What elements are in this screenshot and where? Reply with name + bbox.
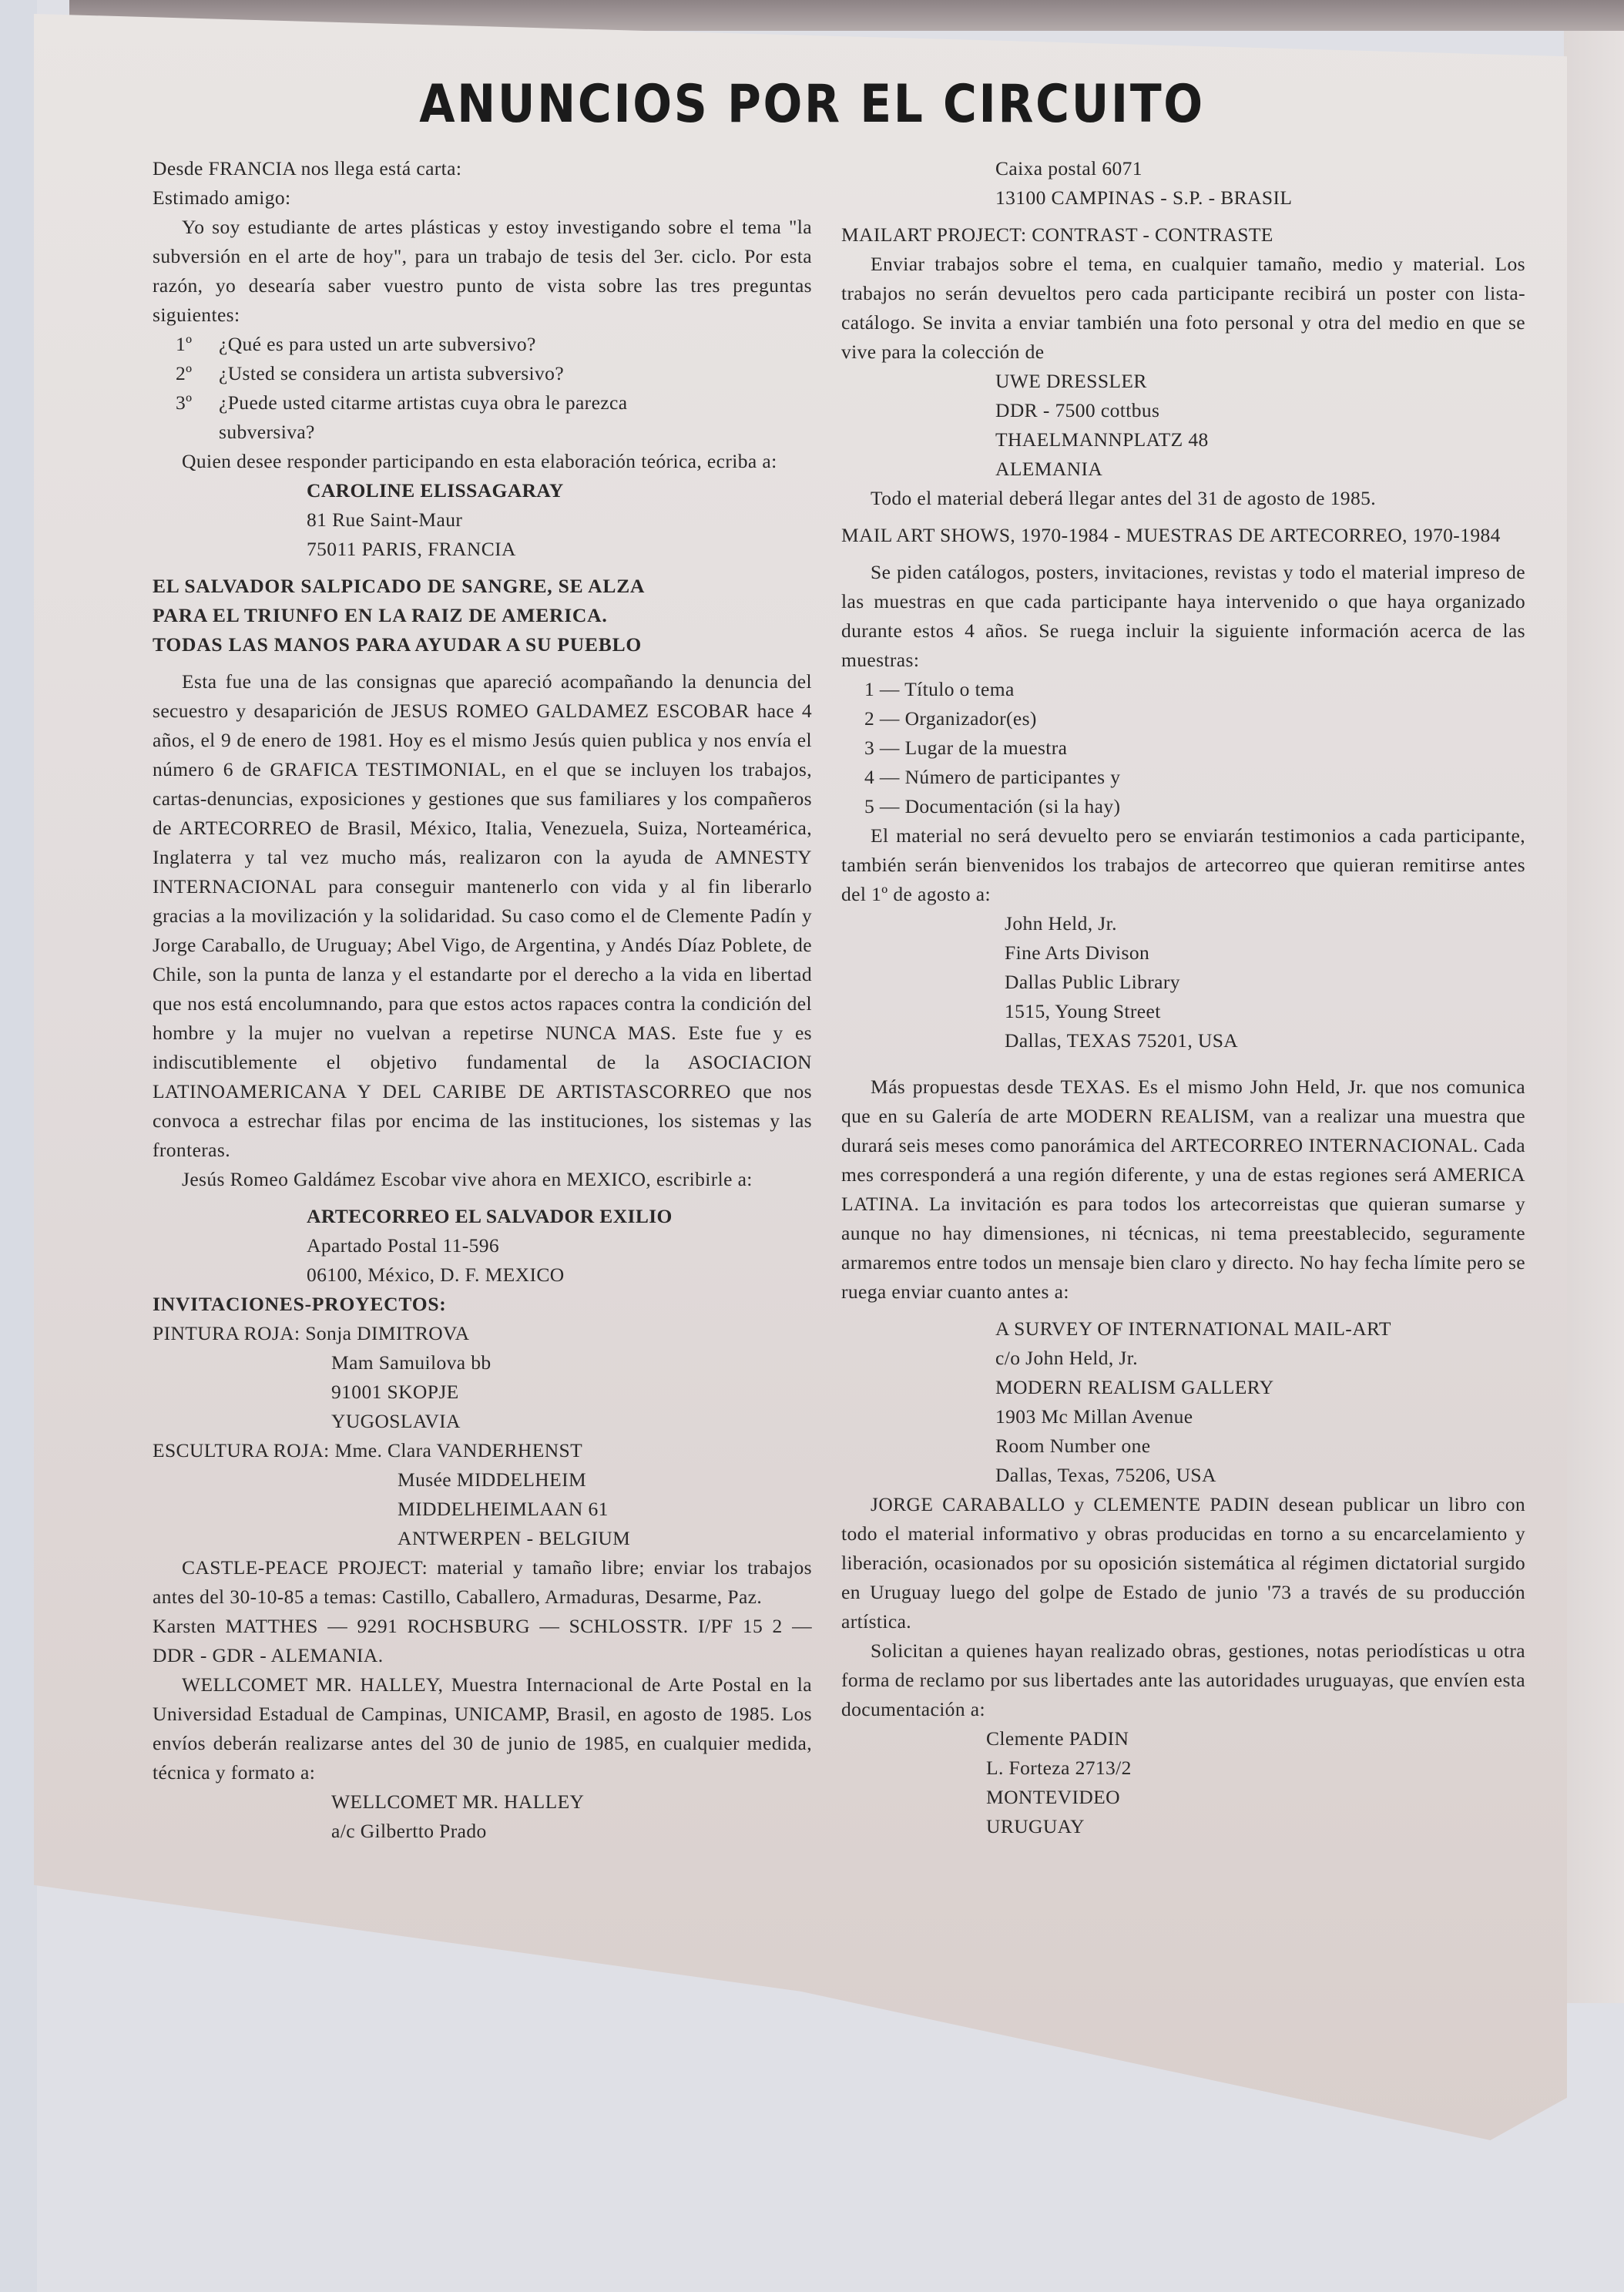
salvador-heading: EL SALVADOR SALPICADO DE SANGRE, SE ALZA PARA EL TRIUNFO EN LA RAIZ DE AMERICA. TODAS LAS MANOS PARA AYUDAR A SU PUEBLO [153,575,646,656]
salvador-body: Esta fue una de las consignas que apareció acompañando la denuncia del secuestro y desaparición de JESUS ROMEO GALDAMEZ ESCOBAR hace 4 años, el 9 de enero de 1981. Hoy es el mismo Jesús quien publica y nos envía el número 6 de GRAFICA TESTIMONIAL, en el que se incluyen los trabajos, cartas-denuncias, exposiciones y gestiones que sus familiares y los compañeros de ARTECORREO de Brasil, México, Italia, Venezuela, Suiza, Norteamérica, Inglaterra y tal vez mucho más, realizaron con la ayuda de AMNESTY INTERNACIONAL para conseguir mantenerlo con vida y al fin liberarlo gracias a la movilización y la solidaridad. Su caso como el de Clemente Padín y Jorge Caraballo, de Uruguay; Abel Vigo, de Argentina, y Andés Díaz Poblete, de Chile, son la punta de lanza y el estandarte por el derecho a la vida en libertad que nos está encolumnando, para que estos actos rapaces contra la condición del hombre y la mujer no vuelvan a repetirse NUNCA MAS. Este fue y es indiscutiblemente el objetivo fundamental de la ASOCIACION LATINOAMERICANA Y DEL CARIBE DE ARTISTASCORREO que nos convoca a estrechar filas por encima de las instituciones, los sistemas y las fronteras. [153,670,812,1161]
respond-text: Quien desee responder participando en esta elaboración teórica, ecriba a: [182,450,777,472]
question-2: 2º ¿Usted se considera un artista subversivo? [176,362,565,384]
left-column: Desde FRANCIA nos llega está carta: Estimado amigo: Yo soy estudiante de artes plásticas y estoy investigando sobre el tema "la subversión en el arte de hoy", para un trabajo de tesis del 3er. ciclo. Por esta razón, yo desearía saber vuestro punto de vista sobre las tres preguntas siguientes: 1º ¿Qué es para usted un arte subversivo? 2º ¿Usted se considera un artista subversivo? 3º ¿Puede usted citarme artistas cuya obra le parezca subversiva? Quien desee responder participando en esta elaboración teórica, ecriba a: CAROLINE ELISSAGARAY 81 Rue Saint-Maur 75011 PARIS, FRANCIA EL SALVADOR SALPICADO DE SANGRE, SE ALZA PARA EL TRIUNFO EN LA RAIZ DE AMERICA. TODAS LAS MANOS PARA AYUDAR A SU PUEBLO Esta fue una de las consignas que apareció acompañando la denuncia del secuestro y desaparición de JESUS ROMEO GALDAMEZ ESCOBAR hace 4 años, el 9 de enero de 1981. Hoy es el mismo Jesús quien publica y nos envía el número 6 de GRAFICA TESTIMONIAL, en el que se incluyen los trabajos, cartas-denuncias, exposiciones y gestiones que sus familiares y los compañeros de ARTECORREO de Brasil, México, Italia, Venezuela, Suiza, Norteamérica, Inglaterra y tal vez mucho más, realizaron con la ayuda de AMNESTY INTERNACIONAL para conseguir mantenerlo con vida y al fin liberarlo gracias a la movilización y la solidaridad. Su caso como el de Clemente Padín y Jorge Caraballo, de Uruguay; Abel Vigo, de Argentina, y Andés Díaz Poblete, de Chile, son la punta de lanza y el estandarte por el derecho a la vida en libertad que nos está encolumnando, para que estos actos rapaces contra la condición del hombre y la mujer no vuelvan a repetirse NUNCA MAS. Este fue y es indiscutiblemente el objetivo fundamental de la ASOCIACION LATINOAMERICANA Y DEL CARIBE DE ARTISTASCORREO que nos convoca a estrechar filas por encima de las instituciones, los sistemas y las fronteras. Jesús Romeo Galdámez Escobar vive ahora en MEXICO, escribirle a: ARTECORREO EL SALVADOR EXILIO Apartado Postal 11-596 06100, México, D. F. MEXICO INVITACIONES-PROYECTOS: PINTURA ROJA: Sonja DIMITROVA Mam Samuilova bb 91001 SKOPJE YUGOSLAVIA ESCULTURA ROJA: Mme. Clara VANDERHENST Musée MIDDELHEIM MIDDELHEIMLAAN 61 ANTWERPEN - BELGIUM CASTLE-PEACE PROJECT: material y tamaño libre; enviar los trabajos antes del 30-10-85 a temas: Castillo, Caballero, Armaduras, Desarme, Paz. Karsten MATTHES — 9291 ROCHSBURG — SCHLOSSTR. I/PF 15 2 — DDR - GDR - ALEMANIA. WELLCOMET MR. HALLEY, Muestra Internacional de Arte Postal en la Universidad Estadual de Campinas, UNICAMP, Brasil, en agosto de 1985. Los envíos deberán realizarse antes del 30 de junio de 1985, en cualquier medida, técnica y formato a: WELLCOMET MR. HALLEY a/c Gilbertto Prado [153,154,812,1846]
francia-intro: Desde FRANCIA nos llega está carta: [153,157,462,180]
shows-list-item: 2 — Organizador(es) [864,707,1037,730]
address-caroline: CAROLINE ELISSAGARAY 81 Rue Saint-Maur 75011 PARIS, FRANCIA [307,479,564,560]
shows-list-item: 1 — Título o tema [864,678,1015,700]
jesus-mexico: Jesús Romeo Galdámez Escobar vive ahora en MEXICO, escribirle a: [182,1168,753,1190]
contrast-body: Enviar trabajos sobre el tema, en cualquier tamaño, medio y material. Los trabajos no serán devueltos pero cada participante recibirá un poster con lista-catálogo. Se invita a enviar también una foto personal y otra del medio en que se vive para la colección de [841,253,1525,363]
address-padin: Clemente PADIN L. Forteza 2713/2 MONTEVIDEO URUGUAY [986,1727,1132,1837]
letter-body: Yo soy estudiante de artes plásticas y estoy investigando sobre el tema "la subversión en el arte de hoy", para un trabajo de tesis del 3er. ciclo. Por esta razón, yo desearía saber vuestro punto de vista sobre las tres preguntas siguientes: [153,216,812,326]
address-campinas: Caixa postal 6071 13100 CAMPINAS - S.P. - BRASIL [995,157,1293,209]
padin-body: JORGE CARABALLO y CLEMENTE PADIN desean publicar un libro con todo el material informativo y obras producidas en torno a su encarcelamiento y liberación, ocasionados por su oposición sistemática al régimen dictatorial surgido en Uruguay luego del golpe de Estado de junio '73 a través de su producción artística. [841,1493,1525,1633]
address-dressler: UWE DRESSLER DDR - 7500 cottbus THAELMANNPLATZ 48 ALEMANIA [995,370,1209,480]
solicitan-body: Solicitan a quienes hayan realizado obras, gestiones, notas periodísticas u otra forma de reclamo por sus libertades ante las autoridades uruguayas, que envíen esta documentación a: [841,1639,1525,1720]
shows-list-item: 5 — Documentación (si la hay) [864,795,1121,817]
page-title: ANUNCIOS POR EL CIRCUITO [419,74,1205,135]
shows-body: Se piden catálogos, posters, invitaciones, revistas y todo el material impreso de las muestras en que cada participante haya intervenido o que haya organizado durante estos 4 años. Se ruega incluir la siguiente información acerca de las muestras: [841,561,1525,671]
background-edge [0,0,37,2292]
address-survey: A SURVEY OF INTERNATIONAL MAIL-ART c/o John Held, Jr. MODERN REALISM GALLERY 1903 Mc Millan Avenue Room Number one Dallas, Texas, 75206, USA [995,1317,1391,1486]
shows-return: El material no será devuelto pero se enviarán testimonios a cada participante, también serán bienvenidos los trabajos de artecorreo que quieran remitirse antes del 1º de agosto a: [841,824,1525,905]
escultura-roja: ESCULTURA ROJA: Mme. Clara VANDERHENST [153,1439,583,1461]
shows-list-item: 4 — Número de participantes y [864,766,1121,788]
contrast-heading: MAILART PROJECT: CONTRAST - CONTRASTE [841,223,1273,246]
page-fold-edge [1564,31,1624,2003]
salutation: Estimado amigo: [153,186,291,209]
contrast-deadline: Todo el material deberá llegar antes del 31 de agosto de 1985. [871,487,1377,509]
question-1: 1º ¿Qué es para usted un arte subversivo? [176,333,536,355]
shows-list-item: 3 — Lugar de la muestra [864,737,1068,759]
address-held: John Held, Jr. Fine Arts Divison Dallas Public Library 1515, Young Street Dallas, TEXAS 75201, USA [1005,912,1239,1052]
right-column [841,154,1525,1841]
shows-heading: MAIL ART SHOWS, 1970-1984 - MUESTRAS DE ARTECORREO, 1970-1984 [841,524,1501,546]
address-halley: WELLCOMET MR. HALLEY a/c Gilbertto Prado [331,1790,585,1842]
invitaciones-heading: INVITACIONES-PROYECTOS: [153,1293,447,1315]
address-exilio: ARTECORREO EL SALVADOR EXILIO Apartado Postal 11-596 06100, México, D. F. MEXICO [307,1205,673,1286]
castle-peace: CASTLE-PEACE PROJECT: material y tamaño libre; enviar los trabajos antes del 30-10-85 a temas: Castillo, Caballero, Armaduras, Desarme, Paz. [153,1556,812,1608]
question-3-cont: subversiva? [219,421,315,443]
halley-body: WELLCOMET MR. HALLEY, Muestra Internacional de Arte Postal en la Universidad Estadual de Campinas, UNICAMP, Brasil, en agosto de 1985. Los envíos deberán realizarse antes del 30 de junio de 1985, en cualquier medida, técnica y formato a: [153,1673,812,1784]
question-3: 3º ¿Puede usted citarme artistas cuya obra le parezca [176,391,628,414]
texas-body: Más propuestas desde TEXAS. Es el mismo John Held, Jr. que nos comunica que en su Galería de arte MODERN REALISM, van a realizar una muestra que durará seis meses como panorámica del ARTECORREO INTERNACIONAL. Cada mes corresponderá a una región diferente, y una de estas regiones será AMERICA LATINA. La invitación es para todos los artecorreistas que quieran sumarse y aunque no hay dimensiones, ni técnicas, ni tema preestablecido, seguramente armaremos entre todos un mensaje bien claro y directo. No hay fecha límite pero se ruega enviar cuanto antes a: [841,1076,1525,1303]
castle-address: Karsten MATTHES — 9291 ROCHSBURG — SCHLOSSTR. I/PF 15 2 — DDR - GDR - ALEMANIA. [153,1615,812,1666]
pintura-roja: PINTURA ROJA: Sonja DIMITROVA [153,1322,470,1344]
